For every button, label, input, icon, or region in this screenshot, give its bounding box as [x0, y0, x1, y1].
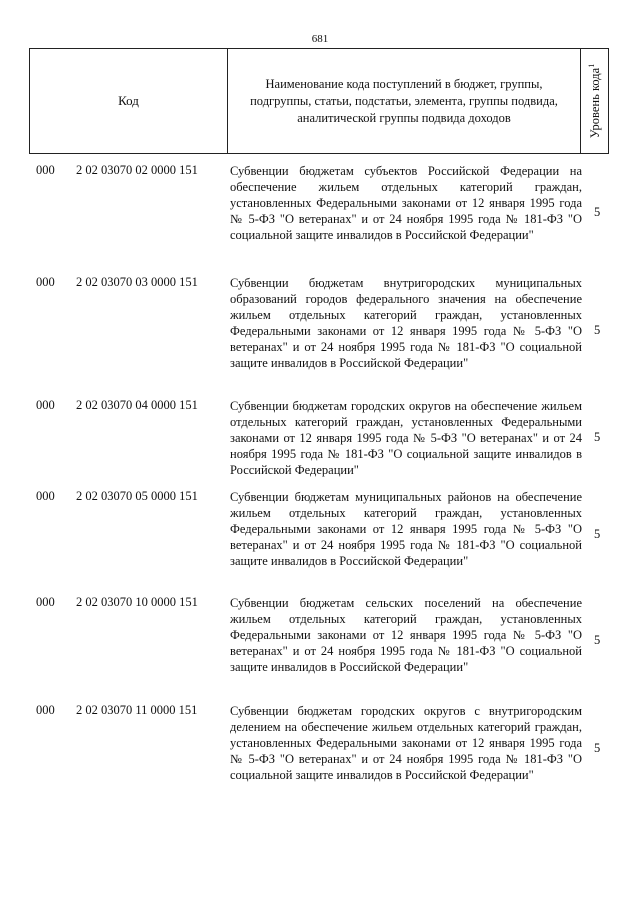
header-level-footnote: 1	[586, 63, 596, 68]
row-revenue-code: 2 02 03070 04 0000 151	[76, 398, 198, 412]
row-admin-code: 000	[36, 398, 55, 412]
header-level	[581, 49, 609, 153]
row-revenue-code: 2 02 03070 11 0000 151	[76, 703, 198, 717]
row-name: Субвенции бюджетам городских округов на обеспечение жильем отдельных категорий граждан, установленных Федеральными законами от 12 января 1995 года № 5-ФЗ "О ветеранах" и от 24 ноября 1995 года № 181-ФЗ "О социальной защите инвалидов в Российской Федерации"	[230, 399, 582, 478]
row-revenue-code: 2 02 03070 03 0000 151	[76, 275, 198, 289]
row-level: 5	[594, 430, 601, 444]
row-admin-code: 000	[36, 275, 55, 289]
row-admin-code: 000	[36, 703, 55, 717]
row-level: 5	[594, 633, 601, 647]
row-name: Субвенции бюджетам внутригородских муниципальных образований городов федерального значения на обеспечение жильем отдельных категорий граждан, установленных Федеральными законами от 12 января 1995 года № 5-ФЗ "О ветеранах" и от 24 ноября 1995 года № 181-ФЗ "О социальной защите инвалидов в Российской Федерации"	[230, 276, 582, 371]
row-level: 5	[594, 323, 601, 337]
row-admin-code: 000	[36, 489, 55, 503]
header-level-label: Уровень кода	[588, 67, 603, 139]
row-name: Субвенции бюджетам сельских поселений на обеспечение жильем отдельных категорий граждан, установленных Федеральными законами от 12 января 1995 года № 5-ФЗ "О ветеранах" и от 24 ноября 1995 года № 181-ФЗ "О социальной защите инвалидов в Российской Федерации"	[230, 596, 582, 675]
row-admin-code: 000	[36, 595, 55, 609]
header-code: Код	[118, 93, 139, 108]
table-header	[29, 48, 609, 154]
row-level: 5	[594, 205, 601, 219]
row-revenue-code: 2 02 03070 02 0000 151	[76, 163, 198, 177]
header-level-text	[587, 64, 603, 138]
row-revenue-code: 2 02 03070 10 0000 151	[76, 595, 198, 609]
row-name: Субвенции бюджетам муниципальных районов на обеспечение жильем отдельных категорий граждан, установленных Федеральными законами от 12 января 1995 года № 5-ФЗ "О ветеранах" и от 24 ноября 1995 года № 181-ФЗ "О социальной защите инвалидов в Российской Федерации"	[230, 490, 582, 569]
page-number: 681	[311, 33, 329, 45]
row-name: Субвенции бюджетам городских округов с внутригородским делением на обеспечение жильем отдельных категорий граждан, установленных Федеральными законами от 12 января 1995 года № 5-ФЗ "О ветеранах" и от 24 ноября 1995 года № 181-ФЗ "О социальной защите инвалидов в Российской Федерации"	[230, 704, 582, 783]
row-revenue-code: 2 02 03070 05 0000 151	[76, 489, 198, 503]
row-level: 5	[594, 527, 601, 541]
row-admin-code: 000	[36, 163, 55, 177]
row-level: 5	[594, 741, 601, 755]
row-name: Субвенции бюджетам субъектов Российской Федерации на обеспечение жильем отдельных категорий граждан, установленных Федеральными законами от 12 января 1995 года № 5-ФЗ "О ветеранах" и от 24 ноября 1995 года № 181-ФЗ "О социальной защите инвалидов в Российской Федерации"	[230, 164, 582, 243]
header-name: Наименование кода поступлений в бюджет, группы, подгруппы, статьи, подстатьи, элемента, группы подвида, аналитической группы подвида доходов	[250, 76, 558, 125]
